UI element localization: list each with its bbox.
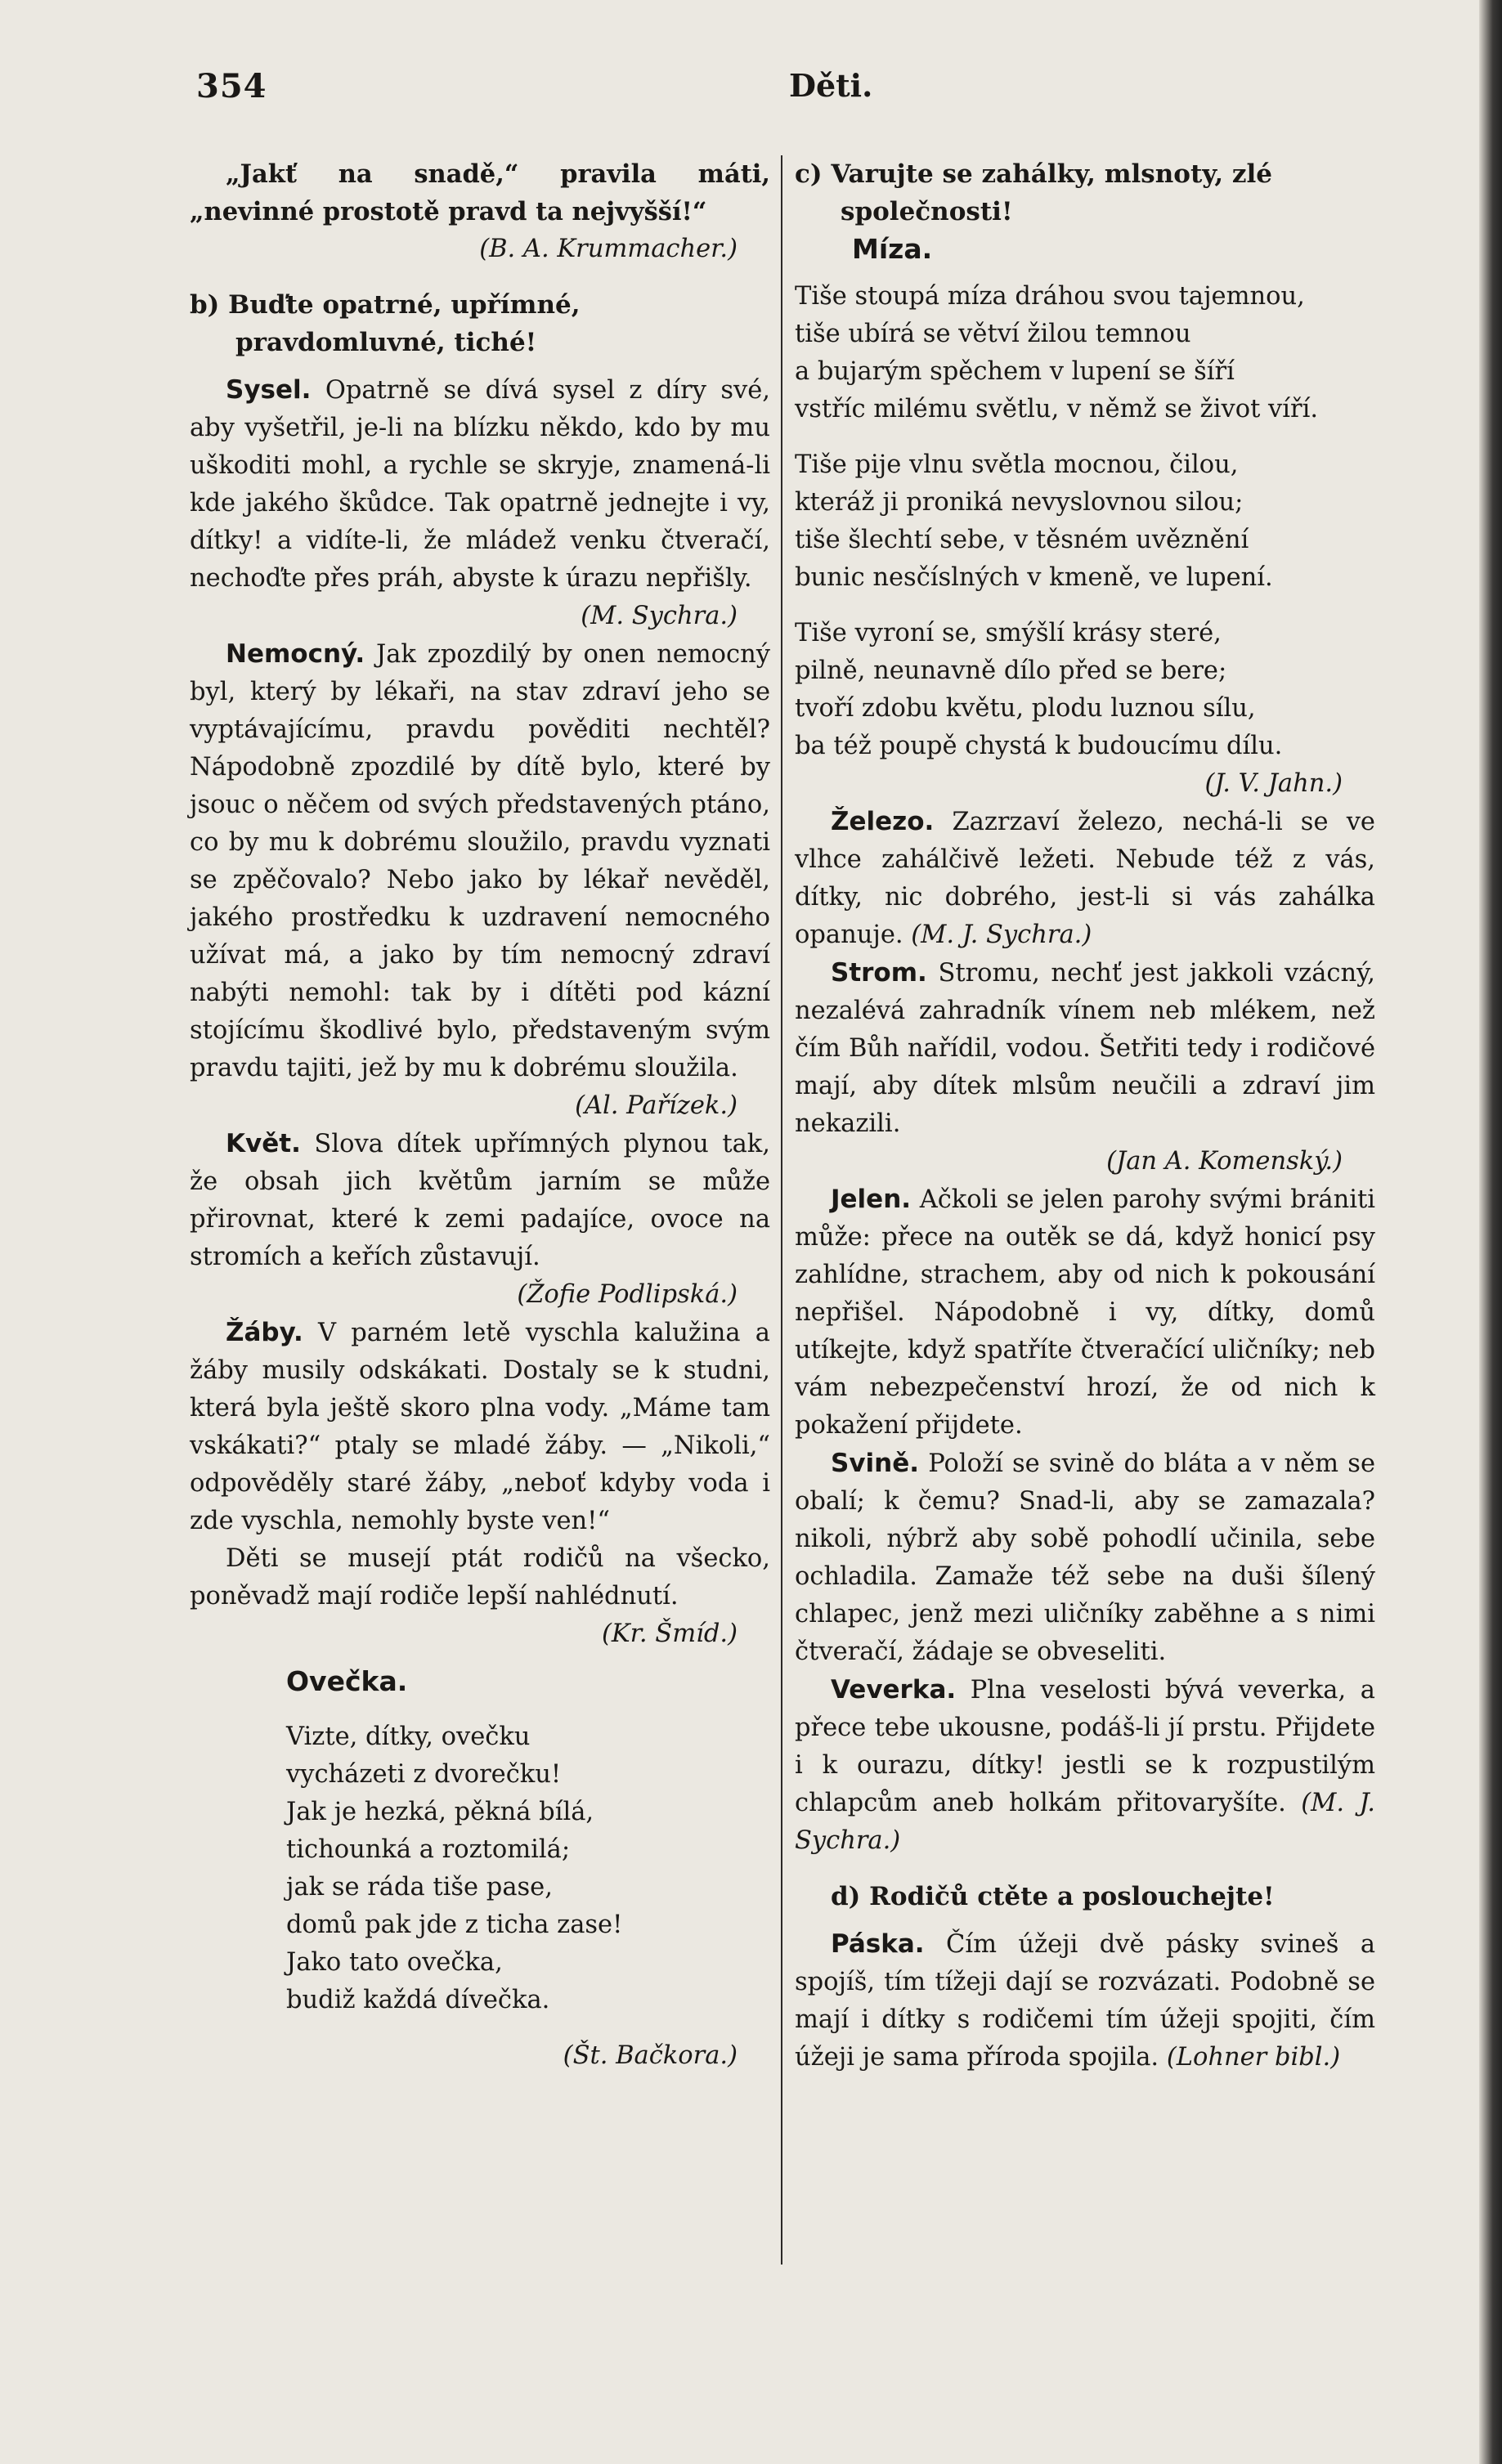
section-d-heading: d) Rodičů ctěte a poslouchejte! (831, 1882, 1275, 1911)
text-zelezo: Zazrzaví železo, nechá-li se ve vlhce zahálčivě ležeti. Nebude též z vás, dítky, nic dobrého, jest-li si vás zahálka opanuje. (795, 808, 1375, 949)
poem-line: vycházeti z dvorečku! (286, 1760, 562, 1789)
text-zaby: V parném letě vyschla kalužina a žáby musily odskákati. Dostaly se k studni, která byla ještě skoro plna vody. „Máme tam vskákati?“ ptaly se mladé žáby. — „Nikoli,“ odpověděly staré žáby, „neboť kdyby voda i zde vyschla, nemohly byste ven!“ (190, 1319, 770, 1535)
poem-ovecka-title: Ovečka. (286, 1665, 408, 1697)
entry-paska (795, 1925, 1375, 2076)
text-strom: Stromu, nechť jest jakkoli vzácný, nezalévá zahradník vínem neb mlékem, než čím Bůh nařídil, vodou. Šetřiti tedy i rodičové mají, aby dítek mlsům neučili a zdraví jim nekazili. (795, 959, 1375, 1138)
poem-line: Tiše pije vlnu světla mocnou, čilou, (795, 450, 1239, 479)
cite-zelezo: (M. J. Sychra.) (911, 921, 1092, 949)
intro-quote: „Jakť na snadě,“ pravila máti, „nevinné prostotě pravd ta nejvyšší!“ (190, 159, 770, 226)
cite-strom: (Jan A. Komenský.) (1106, 1147, 1343, 1176)
cite-ovecka: (Št. Bačkora.) (563, 2041, 738, 2070)
poem-line: tiše ubírá se větví žilou temnou (795, 320, 1191, 348)
entry-zaby (190, 1314, 770, 1540)
poem-line: Tiše stoupá míza dráhou svou tajemnou, (795, 282, 1305, 311)
poem-line: tiše šlechtí sebe, v těsném uvěznění (795, 526, 1249, 554)
cite-deti: (Kr. Šmíd.) (602, 1620, 738, 1648)
keyword-strom: Strom. (831, 958, 927, 988)
intro-cite: (B. A. Krummacher.) (479, 235, 738, 263)
poem-line: Jak je hezká, pěkná bílá, (286, 1798, 594, 1826)
poem-line: vstříc milému světlu, v němž se život víří. (795, 395, 1319, 423)
poem-line: tichounká a roztomilá; (286, 1835, 571, 1864)
entry-sysel (190, 371, 770, 598)
poem-line: budiž každá dívečka. (286, 1986, 550, 2014)
entry-svine (795, 1445, 1375, 1671)
entry-jelen (795, 1180, 1375, 1445)
poem-line: ba též poupě chystá k budoucímu dílu. (795, 732, 1283, 760)
text-kvet: Slova dítek upřímných plynou tak, že obsah jich květům jarním se může přirovnat, které k zemi padajíce, ovoce na stromích a keřích zůstavují. (190, 1130, 770, 1271)
entry-zelezo (795, 803, 1375, 954)
entry-kvet (190, 1125, 770, 1276)
poem-miza (795, 278, 1375, 765)
page-header (188, 67, 1382, 116)
entry-strom (795, 954, 1375, 1143)
cite-sysel: (M. Sychra.) (581, 602, 738, 630)
section-c-heading: c) Varujte se zahálky, mlsnoty, zlé společnosti! (795, 159, 1273, 226)
column-divider (781, 155, 782, 2265)
keyword-svine: Svině. (831, 1449, 920, 1478)
cite-miza: (J. V. Jahn.) (1204, 769, 1343, 798)
keyword-veverka: Veverka. (831, 1675, 957, 1705)
entry-deti: Děti se musejí ptát rodičů na všecko, poněvadž mají rodiče lepší nahlédnutí. (190, 1544, 770, 1611)
keyword-nemocny: Nemocný. (226, 639, 365, 669)
keyword-zaby: Žáby. (226, 1318, 303, 1347)
text-jelen: Ačkoli se jelen parohy svými brániti může: přece na outěk se dá, když honicí psy zahlídne, strachem, aby od nich k pokousání nepřišel. Nápodobně i vy, dítky, domů utíkejte, když spatříte čtveračící uličníky; neb vám nebezpečenství hrozí, že od nich k pokažení přijdete. (795, 1185, 1375, 1440)
cite-nemocny: (Al. Pařízek.) (575, 1091, 738, 1120)
entry-veverka (795, 1671, 1375, 1860)
poem-line: domů pak jde z ticha zase! (286, 1911, 623, 1939)
text-svine: Položí se svině do bláta a v něm se obalí; k čemu? Snad-li, aby se zamazala? nikoli, nýbrž aby sobě pohodlí učinila, sebe ochladila. Zamaže též sebe na duši šílený chlapec, jenž mezi uličníky zaběhne a s nimi čtveračí, žádaje se obveseliti. (795, 1449, 1375, 1666)
poem-line: kteráž ji proniká nevyslovnou silou; (795, 488, 1244, 517)
keyword-paska: Páska. (831, 1929, 925, 1959)
text-paska: Čím úžeji dvě pásky svineš a spojíš, tím tížeji dají se rozvázati. Podobně se mají i dítky s rodičemi tím úžeji spojiti, čím úžeji je sama příroda spojila. (795, 1930, 1375, 2072)
poem-line: Vizte, dítky, ovečku (286, 1723, 531, 1751)
poem-ovecka (190, 1718, 770, 2019)
poem-line: a bujarým spěchem v lupení se šíří (795, 357, 1235, 386)
cite-kvet: (Žofie Podlipská.) (517, 1280, 738, 1309)
section-b-heading: b) Buďte opatrné, upřímné, pravdomluvné, tiché! (190, 290, 581, 357)
poem-line: bunic nesčíslných v kmeně, ve lupení. (795, 563, 1273, 592)
page-number: 354 (196, 67, 267, 105)
scan-edge (1479, 0, 1502, 2464)
running-head: Děti. (789, 67, 873, 104)
poem-line: tvoří zdobu květu, plodu luznou sílu, (795, 694, 1256, 723)
poem-line: Tiše vyroní se, smýšlí krásy steré, (795, 619, 1222, 647)
poem-miza-title: Míza. (852, 233, 933, 265)
keyword-jelen: Jelen. (831, 1185, 912, 1214)
poem-line: Jako tato ovečka, (286, 1948, 503, 1977)
keyword-sysel: Sysel. (226, 375, 312, 405)
cite-veverka: (M. J. Sychra.) (795, 1789, 1375, 1855)
right-column (795, 155, 1375, 2076)
poem-line: jak se ráda tiše pase, (286, 1873, 553, 1902)
entry-nemocny (190, 635, 770, 1087)
poem-line: pilně, neunavně dílo před se bere; (795, 656, 1227, 685)
keyword-zelezo: Železo. (831, 807, 935, 836)
keyword-kvet: Květ. (226, 1129, 301, 1158)
text-sysel: Opatrně se dívá sysel z díry své, aby vyšetřil, je-li na blízku někdo, kdo by mu uškoditi mohl, a rychle se skryje, znamená-li kde jakého škůdce. Tak opatrně jednejte i vy, dítky! a vidíte-li, že mládež venku čtveračí, nechoďte přes práh, abyste k úrazu nepřišly. (190, 376, 770, 593)
cite-paska: (Lohner bibl.) (1166, 2043, 1341, 2072)
left-column (190, 155, 770, 2075)
text-veverka: Plna veselosti bývá veverka, a přece tebe ukousne, podáš-li jí prstu. Přijdete i k ourazu, dítky! jestli se k rozpustilým chlapcům aneb holkám přitovaryšíte. (795, 1676, 1375, 1817)
text-nemocny: Jak zpozdilý by onen nemocný byl, který by lékaři, na stav zdraví jeho se vyptávajícímu, pravdu pověditi nechtěl? Nápodobně zpozdilé by dítě bylo, které by jsouc o něčem od svých představených ptáno, co by mu k dobrému sloužilo, pravdu vyznati se zpěčovalo? Nebo jako by lékař nevěděl, jakého prostředku k uzdravení nemocného užívat má, a jako by tím nemocný zdraví nabýti nemohl: tak by i dítěti pod kázní stojícímu škodlivé bylo, představeným svým pravdu tajiti, jež by mu k dobrému sloužila. (190, 640, 770, 1082)
